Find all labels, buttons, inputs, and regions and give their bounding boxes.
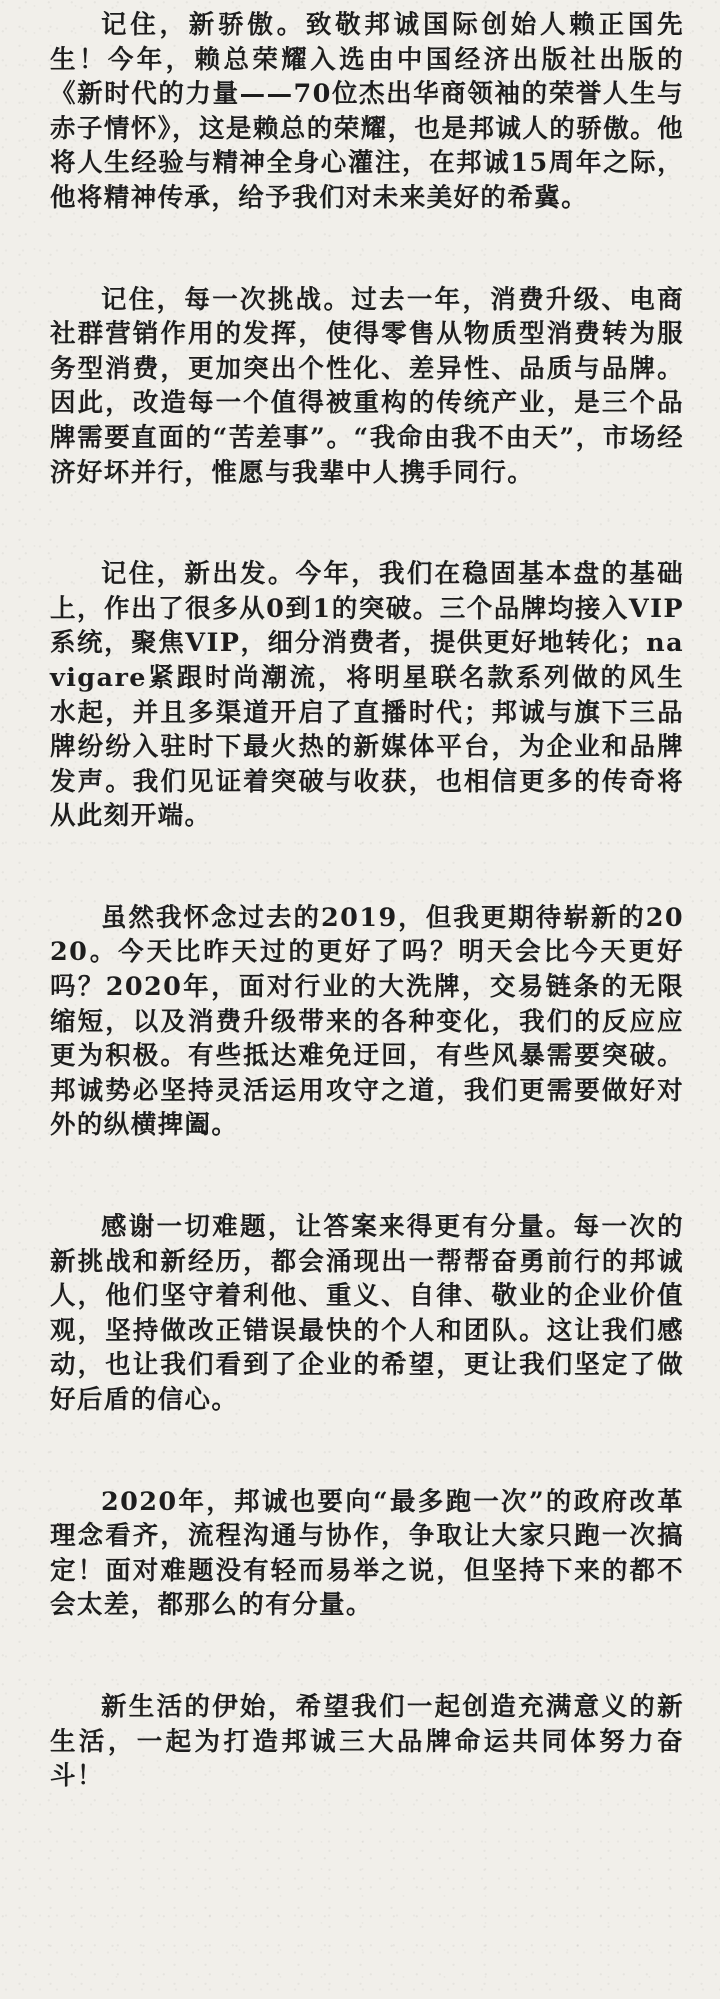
paragraph-reform: 2020年，邦诚也要向“最多跑一次”的政府改革理念看齐，流程沟通与协作，争取让大家只跑一次搞定！面对难题没有轻而易举之说，但坚持下来的都不会太差，都那么的有分量。 (50, 1486, 684, 1621)
paragraph-new-pride: 记住，新骄傲。致敬邦诚国际创始人赖正国先生！今年，赖总荣耀入选由中国经济出版社出版的《新时代的力量——70位杰出华商领袖的荣誉人生与赤子情怀》，这是赖总的荣耀，也是邦诚人的骄傲。他将人生经验与精神全身心灌注，在邦诚15周年之际，他将精神传承，给予我们对未来美好的希冀。 (50, 10, 684, 213)
paragraph-gratitude: 感谢一切难题，让答案来得更有分量。每一次的新挑战和新经历，都会涌现出一帮帮奋勇前行的邦诚人，他们坚守着利他、重义、自律、敬业的企业价值观，坚持做改正错误最快的个人和团队。这让我们感动，也让我们看到了企业的希望，更让我们坚定了做好后盾的信心。 (50, 1212, 684, 1415)
paragraph-2019-2020: 虽然我怀念过去的2019，但我更期待崭新的2020。今天比昨天过的更好了吗？明天会比今天更好吗？2020年，面对行业的大洗牌，交易链条的无限缩短，以及消费升级带来的各种变化，我们的反应应更为积极。有些抵达难免迂回，有些风暴需要突破。邦诚势必坚持灵活运用攻守之道，我们更需要做好对外的纵横捭阖。 (50, 902, 684, 1141)
article-body (0, 8, 720, 1794)
paragraph-new-life: 新生活的伊始，希望我们一起创造充满意义的新生活，一起为打造邦诚三大品牌命运共同体努力奋斗！ (50, 1691, 684, 1792)
paragraph-every-challenge: 记住，每一次挑战。过去一年，消费升级、电商社群营销作用的发挥，使得零售从物质型消费转为服务型消费，更加突出个性化、差异性、品质与品牌。因此，改造每一个值得被重构的传统产业，是三个品牌需要直面的“苦差事”。“我命由我不由天”，市场经济好坏并行，惟愿与我辈中人携手同行。 (50, 284, 684, 488)
paragraph-new-start: 记住，新出发。今年，我们在稳固基本盘的基础上，作出了很多从0到1的突破。三个品牌均接入VIP系统，聚焦VIP，细分消费者，提供更好地转化；navigare紧跟时尚潮流，将明星联名款系列做的风生水起，并且多渠道开启了直播时代；邦诚与旗下三品牌纷纷入驻时下最火热的新媒体平台，为企业和品牌发声。我们见证着突破与收获，也相信更多的传奇将从此刻开端。 (50, 559, 684, 832)
